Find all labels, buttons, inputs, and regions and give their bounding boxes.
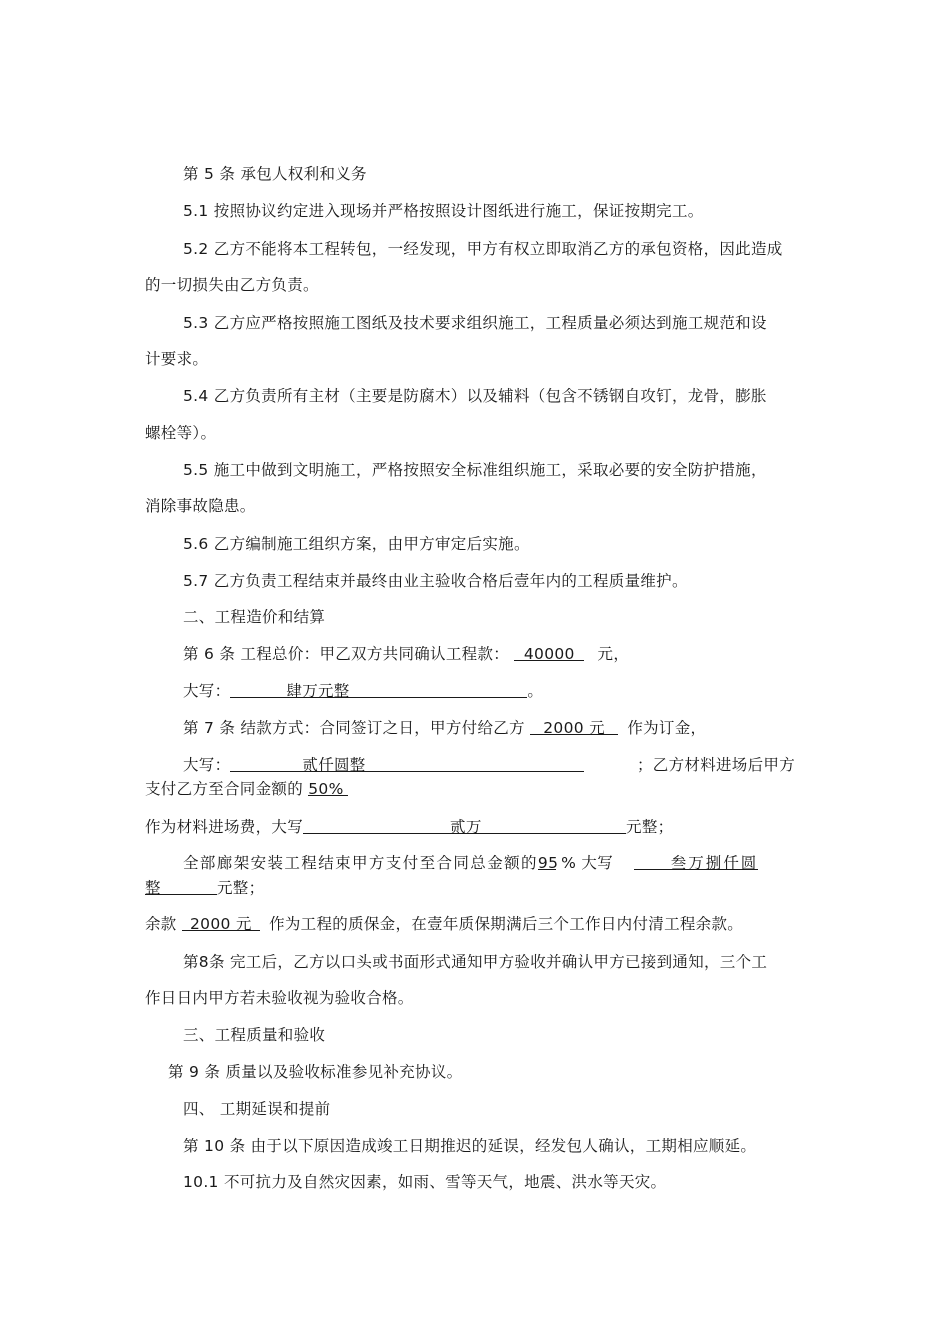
amount-words-end: 。 [527, 682, 544, 700]
material-fee-blank [303, 817, 626, 834]
deposit-value: 2000 元 [543, 719, 605, 737]
article-7-line [183, 718, 706, 738]
clause-5-5-line1: 5.5 施工中做到文明施工，严格按照安全标准组织施工，采取必要的安全防护措施， [183, 461, 767, 479]
retention-label: 余款 [145, 915, 177, 933]
clause-5-3-line1: 5.3 乙方应严格按照施工图纸及技术要求组织施工，工程质量必须达到施工规范和设 [183, 314, 767, 332]
deposit-words-label: 大写： [183, 756, 231, 774]
article-8-line1: 第8条 完工后，乙方以口头或书面形式通知甲方验收并确认甲方已接到通知，三个工 [183, 953, 768, 971]
amount-words-line [183, 681, 543, 701]
clause-5-5-line2: 消除事故隐患。 [145, 497, 256, 515]
completion-percent-blank [537, 853, 559, 872]
clause-5-7: 5.7 乙方负责工程结束并最终由业主验收合格后壹年内的工程质量维护。 [183, 572, 688, 590]
material-payment-text: ；乙方材料进场后甲方 [637, 756, 796, 774]
article-7-end: 作为订金， [627, 719, 707, 737]
article-6-unit: 元， [597, 645, 630, 663]
retention-text: 作为工程的质保金，在壹年质保期满后三个工作日内付清工程余款。 [269, 915, 744, 933]
clause-5-3-line2: 计要求。 [145, 350, 209, 368]
material-fee-label: 作为材料进场费，大写 [145, 818, 304, 836]
article-7-text: 第 7 条 结款方式：合同签订之日，甲方付给乙方 [183, 719, 525, 737]
retention-blank [182, 914, 260, 931]
article-5-heading: 第 5 条 承包人权利和义务 [183, 165, 367, 183]
material-payment-line [145, 779, 348, 799]
total-amount-value: 40000 [523, 645, 575, 663]
clause-10-1: 10.1 不可抗力及自然灾因素，如雨、雪等天气，地震、洪水等天灾。 [183, 1173, 667, 1191]
deposit-words-line [183, 755, 584, 775]
completion-words-value: 叁万捌仟圆 [670, 854, 759, 872]
article-6-line [183, 644, 629, 664]
article-8-line2: 作日日内甲方若未验收视为验收合格。 [145, 989, 414, 1007]
amount-words-value: 肆万元整 [286, 682, 350, 700]
article-6-text: 第 6 条 工程总价：甲乙双方共同确认工程款： [183, 645, 510, 663]
amount-words-label: 大写： [183, 682, 231, 700]
material-fee-value: 贰万 [450, 818, 482, 836]
total-amount-blank [514, 644, 584, 661]
amount-words-blank [230, 681, 527, 698]
clause-5-2-line2: 的一切损失由乙方负责。 [145, 276, 319, 294]
retention-value: 2000 元 [190, 915, 252, 933]
completion-percent-value: 95 [537, 854, 559, 872]
completion-payment-text: 全部廊架安装工程结束甲方支付至合同总金额的 [183, 854, 538, 872]
clause-5-1: 5.1 按照协议约定进入现场并严格按照设计图纸进行施工，保证按期完工。 [183, 202, 704, 220]
retention-line [145, 914, 743, 934]
clause-5-4-line1: 5.4 乙方负责所有主材（主要是防腐木）以及辅料（包含不锈钢自攻钉，龙骨，膨胀 [183, 387, 767, 405]
deposit-blank [530, 718, 618, 735]
material-fee-line [145, 817, 673, 837]
material-fee-end: 元整； [626, 818, 674, 836]
clause-5-6: 5.6 乙方编制施工组织方案，由甲方审定后实施。 [183, 535, 530, 553]
deposit-words-value: 贰仟圆整 [302, 756, 366, 774]
completion-words-end: 元整； [217, 879, 265, 897]
section-3-heading: 三、工程质量和验收 [183, 1026, 326, 1044]
material-payment-label: 支付乙方至合同金额的 [145, 780, 304, 798]
material-percent-value: 50% [308, 780, 344, 798]
section-2-heading: 二、工程造价和结算 [183, 608, 326, 626]
completion-percent-unit: % 大写 [561, 854, 613, 872]
completion-words-line2 [145, 878, 264, 898]
article-9: 第 9 条 质量以及验收标准参见补充协议。 [168, 1063, 463, 1081]
article-10: 第 10 条 由于以下原因造成竣工日期推迟的延误，经发包人确认，工期相应顺延。 [183, 1137, 757, 1155]
completion-payment-line [183, 853, 758, 873]
completion-words-blank [634, 853, 758, 870]
deposit-words-blank [230, 755, 584, 772]
clause-5-4-line2: 螺栓等）。 [145, 424, 217, 442]
material-percent-blank [308, 779, 348, 796]
clause-5-2-line1: 5.2 乙方不能将本工程转包，一经发现，甲方有权立即取消乙方的承包资格，因此造成 [183, 240, 783, 258]
section-4-heading: 四、 工期延误和提前 [183, 1100, 331, 1118]
completion-words-blank2 [145, 878, 217, 895]
completion-words-value2: 整 [145, 879, 161, 897]
